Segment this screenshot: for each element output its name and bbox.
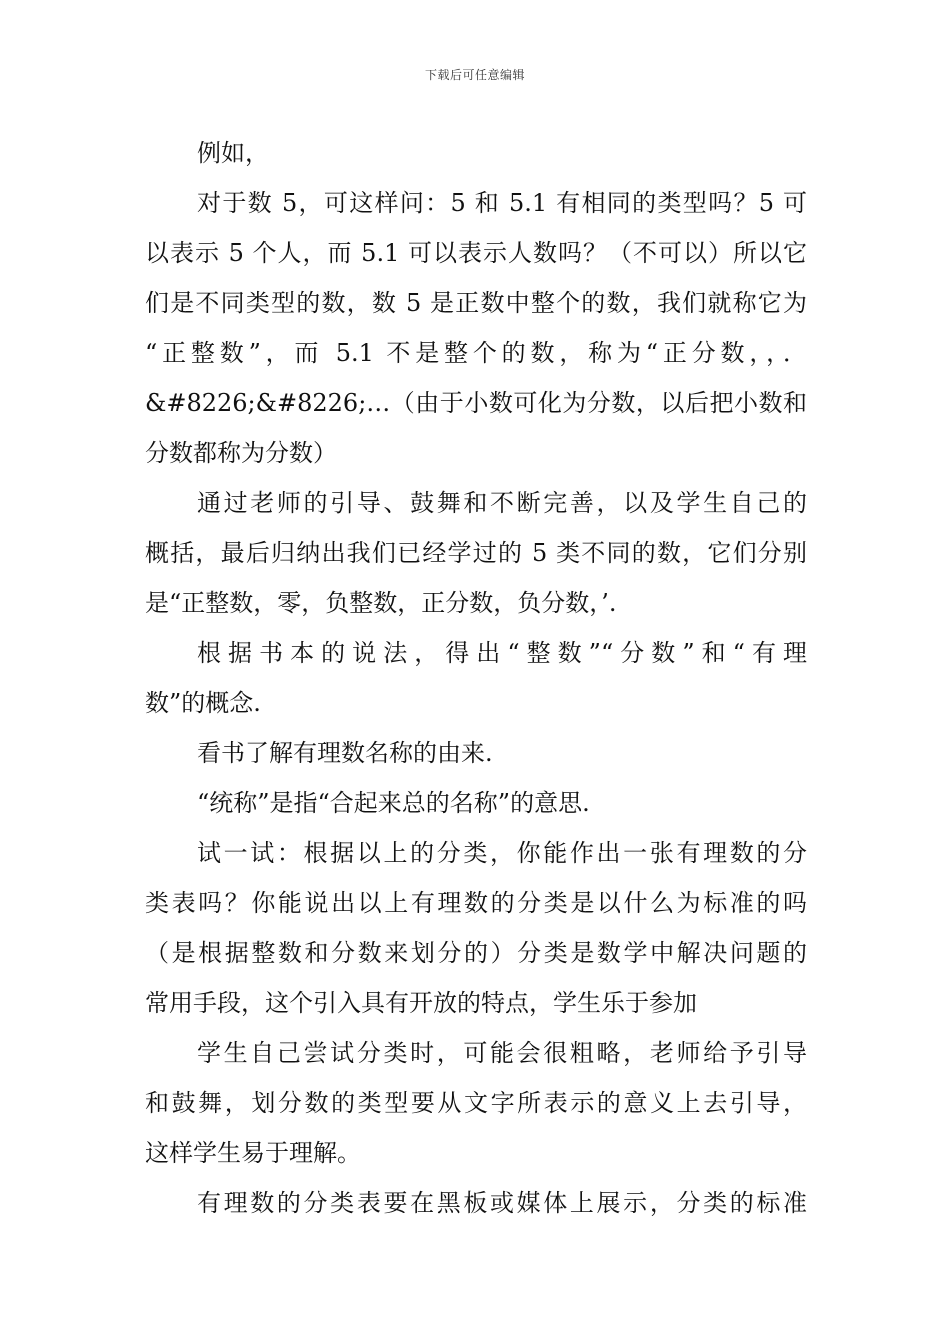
document-body <box>145 128 807 1228</box>
paragraph-five-types <box>145 478 807 628</box>
text-line: 以表示 5 个人，而 5.1 可以表示人数吗？（不可以）所以它 <box>145 239 807 267</box>
text-line: 类表吗？你能说出以上有理数的分类是以什么为标准的吗 <box>145 889 807 917</box>
text-line: 看书了解有理数名称的由来. <box>197 739 493 767</box>
text-line: 根据书本的说法，得出“整数”“分数”和“有理 <box>197 639 807 667</box>
paragraph-collective-name <box>145 778 807 828</box>
page-header: 下载后可任意编辑 <box>424 68 525 82</box>
text-line: 数”的概念. <box>145 689 261 717</box>
paragraph-rational-concept <box>145 628 807 728</box>
paragraph-try-it <box>145 828 807 1028</box>
text-line: 试一试：根据以上的分类，你能作出一张有理数的分 <box>197 839 807 867</box>
text-line: 这样学生易于理解。 <box>145 1139 361 1167</box>
text-line: 常用手段，这个引入具有开放的特点，学生乐于参加 <box>145 989 697 1017</box>
text-line: 和鼓舞，划分数的类型要从文字所表示的意义上去引导， <box>145 1089 807 1117</box>
text-line: 分数都称为分数） <box>145 439 337 467</box>
text-line: 学生自己尝试分类时，可能会很粗略，老师给予引导 <box>197 1039 807 1067</box>
paragraph-example-intro <box>145 128 807 178</box>
text-line: “统称”是指“合起来总的名称”的意思. <box>197 789 590 817</box>
text-line: （是根据整数和分数来划分的）分类是数学中解决问题的 <box>145 939 807 967</box>
paragraph-number-five <box>145 178 807 478</box>
text-line: &#8226;&#8226;…（由于小数可化为分数，以后把小数和 <box>145 389 807 417</box>
text-line: 们是不同类型的数，数 5 是正数中整个的数，我们就称它为 <box>145 289 807 317</box>
text-line: 例如， <box>197 139 269 167</box>
paragraph-student-classify <box>145 1028 807 1178</box>
text-line: 通过老师的引导、鼓舞和不断完善，以及学生自己的 <box>197 489 807 517</box>
text-line: 概括，最后归纳出我们已经学过的 5 类不同的数，它们分别 <box>145 539 807 567</box>
text-line: “正整数”，而 5.1 不是整个的数，称为“正分数，，． <box>145 339 807 367</box>
text-line: 对于数 5，可这样问：5 和 5.1 有相同的类型吗？5 可 <box>197 189 807 217</box>
text-line: 有理数的分类表要在黑板或媒体上展示，分类的标准 <box>197 1189 807 1217</box>
text-line: 是“正整数，零，负整数，正分数，负分数，’. <box>145 589 617 617</box>
paragraph-name-origin <box>145 728 807 778</box>
paragraph-classification-table <box>145 1178 807 1228</box>
